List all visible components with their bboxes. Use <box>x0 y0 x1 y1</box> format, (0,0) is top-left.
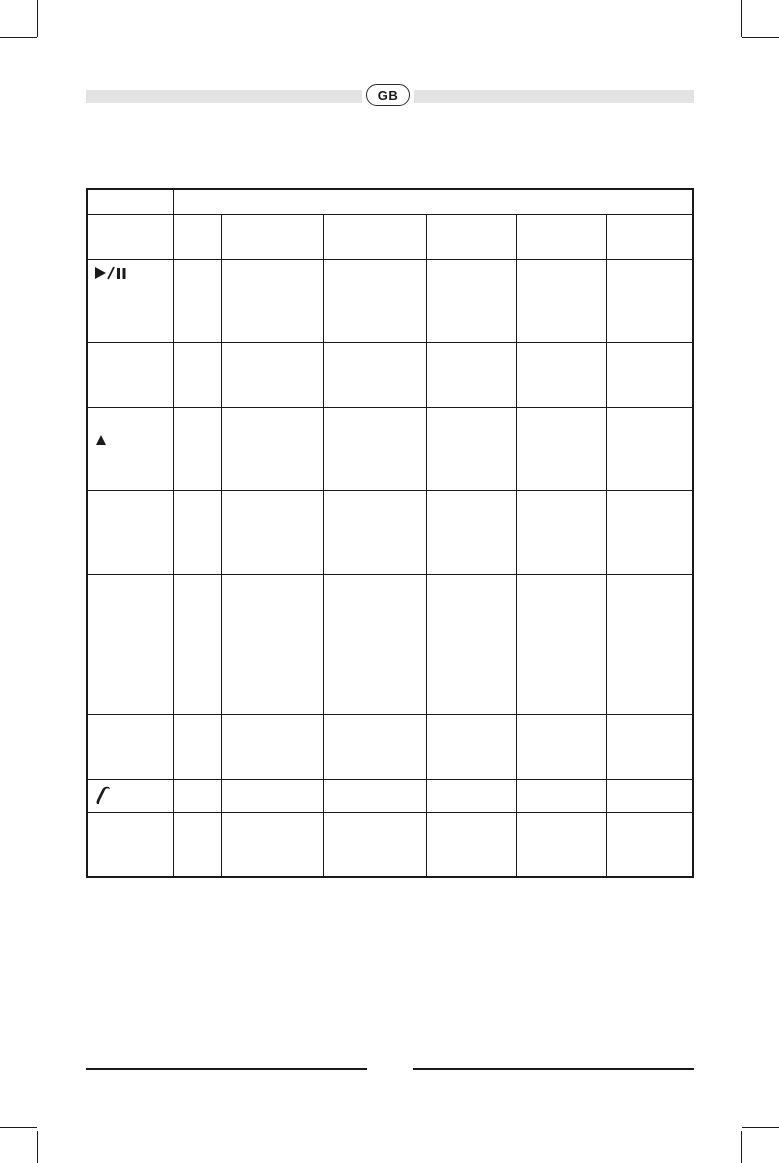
crop-mark-top-right-h <box>742 37 779 38</box>
crop-mark-bottom-right-v <box>741 1131 742 1163</box>
row-divider <box>86 812 694 813</box>
play-pause-icon <box>94 264 128 282</box>
column-divider <box>173 188 174 878</box>
crop-mark-bottom-right-h <box>742 1127 779 1128</box>
language-badge: GB <box>366 84 410 106</box>
column-divider <box>516 214 517 878</box>
row-divider <box>86 714 694 715</box>
phone-handset-icon <box>94 784 112 806</box>
footer-rule-right <box>413 1068 694 1070</box>
row-divider <box>86 214 694 215</box>
row-divider <box>86 407 694 408</box>
crop-mark-bottom-left-h <box>0 1127 37 1128</box>
header-bar-right <box>414 90 694 103</box>
crop-mark-top-left-h <box>0 37 37 38</box>
table-border <box>86 188 694 878</box>
row-divider <box>86 259 694 260</box>
row-divider <box>86 342 694 343</box>
crop-mark-bottom-left-v <box>37 1131 38 1163</box>
crop-mark-top-left-v <box>37 0 38 37</box>
row-divider <box>86 490 694 491</box>
function-table <box>86 188 694 878</box>
column-divider <box>426 214 427 878</box>
row-divider <box>86 779 694 780</box>
eject-up-icon <box>95 433 107 447</box>
footer-rule-left <box>86 1068 367 1070</box>
header-bar-left <box>86 90 362 103</box>
column-divider <box>221 214 222 878</box>
column-divider <box>606 214 607 878</box>
crop-mark-top-right-v <box>741 0 742 37</box>
row-divider <box>86 574 694 575</box>
column-divider <box>323 214 324 878</box>
